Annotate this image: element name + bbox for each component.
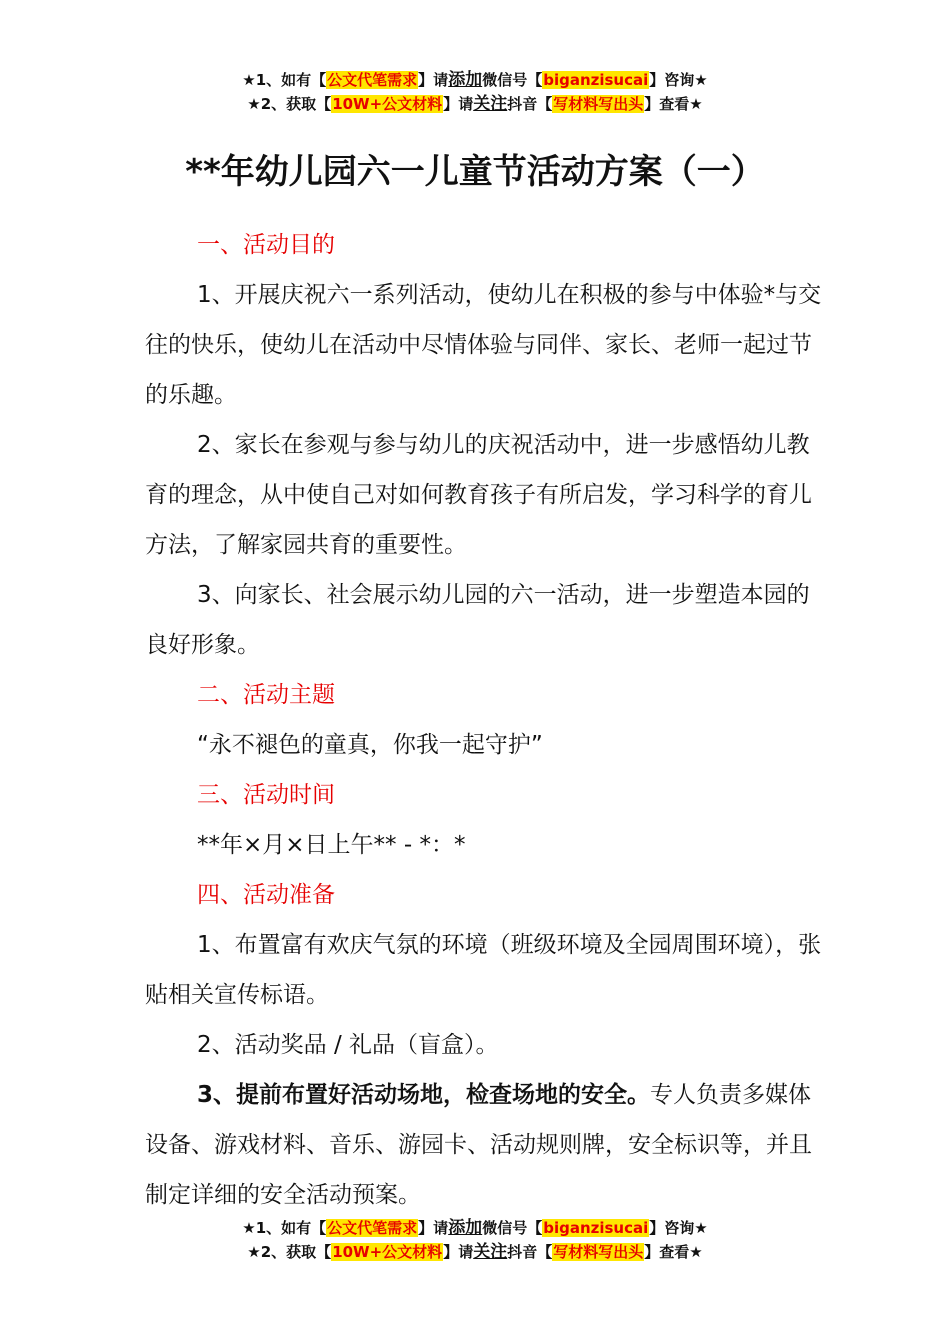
banner-highlight: 10W+公文材料 <box>332 1243 443 1261</box>
banner-highlight: 公文代笔需求 <box>327 71 418 89</box>
theme-text: “永不褪色的童真，你我一起守护” <box>197 732 543 758</box>
banner-highlight: biganzisucai <box>543 71 649 89</box>
document-title: **年幼儿园六一儿童节活动方案（一） <box>185 152 765 192</box>
banner-underline: 关注 <box>473 1242 508 1262</box>
paragraph: 2、家长在参观与参与幼儿的庆祝活动中，进一步感悟幼儿教育的理念，从中使自己对如何教育孩子有所启发，学习科学的育儿方法，了解家园共育的重要性。 <box>145 432 812 558</box>
banner-text: ★2、获取【 <box>247 1243 332 1261</box>
section-heading-time: 三、活动时间 <box>197 782 335 808</box>
banner-text: 】咨询★ <box>649 71 708 89</box>
banner-line-2 <box>0 1240 950 1264</box>
banner-text: 】请 <box>418 1219 449 1237</box>
document-body <box>145 220 825 1220</box>
bold-lead: 3、提前布置好活动场地，检查场地的安全。 <box>197 1082 651 1108</box>
banner-underline: 添加 <box>448 1218 483 1238</box>
paragraph: 1、布置富有欢庆气氛的环境（班级环境及全园周围环境），张贴相关宣传标语。 <box>145 932 822 1008</box>
paragraph: 3、向家长、社会展示幼儿园的六一活动，进一步塑造本园的良好形象。 <box>145 582 810 658</box>
paragraph-rest: 专人负责多媒体设备、游戏材料、音乐、游园卡、活动规则牌，安全标识等，并且制定详细的安全活动预案。 <box>145 1082 812 1208</box>
section-heading-theme: 二、活动主题 <box>197 682 335 708</box>
banner-text: 】请 <box>443 95 474 113</box>
banner-text: 】请 <box>443 1243 474 1261</box>
banner-highlight: 写材料写出头 <box>553 95 644 113</box>
banner-underline: 关注 <box>473 94 508 114</box>
banner-highlight: 公文代笔需求 <box>327 1219 418 1237</box>
paragraph <box>145 1070 825 1220</box>
banner-text: 抖音【 <box>507 95 553 113</box>
section-heading-preparation: 四、活动准备 <box>197 882 335 908</box>
banner-text: 微信号【 <box>482 71 543 89</box>
banner-text: 】查看★ <box>644 1243 703 1261</box>
banner-text: 】查看★ <box>644 95 703 113</box>
banner-text: 】咨询★ <box>649 1219 708 1237</box>
banner-highlight: 写材料写出头 <box>553 1243 644 1261</box>
time-text: **年×月×日上午** - *：* <box>197 832 466 858</box>
paragraph: 2、活动奖品 / 礼品（盲盒）。 <box>197 1032 499 1058</box>
banner-text: ★2、获取【 <box>247 95 332 113</box>
section-heading-purpose: 一、活动目的 <box>197 232 335 258</box>
banner-text: ★1、如有【 <box>242 1219 327 1237</box>
paragraph: 1、开展庆祝六一系列活动，使幼儿在积极的参与中体验*与交往的快乐，使幼儿在活动中尽情体验与同伴、家长、老师一起过节的乐趣。 <box>145 282 822 408</box>
banner-text: 微信号【 <box>482 1219 543 1237</box>
header-banner <box>0 68 950 116</box>
banner-underline: 添加 <box>448 70 483 90</box>
banner-text: 】请 <box>418 71 449 89</box>
banner-text: 抖音【 <box>507 1243 553 1261</box>
banner-line-1 <box>0 68 950 92</box>
banner-highlight: biganzisucai <box>543 1219 649 1237</box>
banner-highlight: 10W+公文材料 <box>332 95 443 113</box>
banner-line-2 <box>0 92 950 116</box>
footer-banner <box>0 1216 950 1264</box>
banner-text: ★1、如有【 <box>242 71 327 89</box>
banner-line-1 <box>0 1216 950 1240</box>
